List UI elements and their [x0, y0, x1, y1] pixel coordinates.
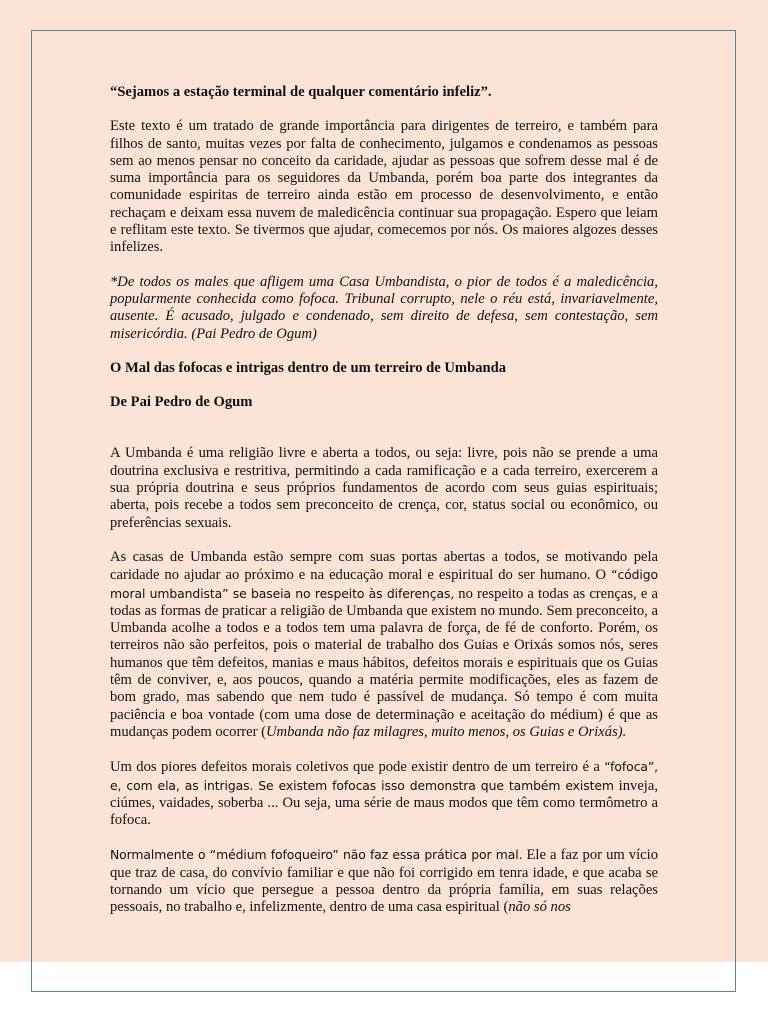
paragraph-4-text-c: não só nos	[508, 899, 571, 916]
paragraph-2	[110, 549, 658, 741]
quote-title: “Sejamos a estação terminal de qualquer comentário infeliz”.	[110, 84, 492, 100]
paragraph-3-text-b: “fofoca”, e, com ela, as intrigas. Se existem fofocas isso demonstra que também existem	[110, 759, 658, 793]
paragraph-4-text-a: Normalmente o “médium fofoqueiro” não faz essa prática por mal.	[110, 847, 523, 863]
paragraph-3	[110, 758, 658, 829]
paragraph-2-text-c: no respeito a todas as crenças, e a todas as formas de praticar a religião de Umbanda que existem no mundo. Sem preconceito, a Umbanda acolhe a todos e a todos tem uma palavra de força, de fé de conforto. Porém, os terreiros não são perfeitos, pois o material de trabalho dos Guias e Orixás somos nós, seres humanos que têm defeitos, manias e maus hábitos, defeitos morais e espirituais que os Guias têm de conviver, e, aos poucos, quando a matéria permite modificações, eles as fazem de bom grado, mas sabendo que nem tudo é passível de mudança. Só tempo é com muita paciência e boa vontade (com uma dose de determinação e aceitação do médium) é que as mudanças podem ocorrer (	[110, 585, 658, 740]
paragraph-4-text-b: Ele a faz por um vício que traz de casa, do convívio familiar e que não foi corrigido em tenra idade, e que acaba se tornando um vício que persegue a pessoa dentro da própria família, em suas relações pessoais, no trabalho e, infelizmente, dentro de uma casa espiritual (	[110, 847, 658, 916]
paragraph-2-text-b: “código moral umbandista” se baseia no respeito às diferenças,	[110, 567, 658, 601]
paragraph-3-text-a: Um dos piores defeitos morais coletivos que pode existir dentro de um terreiro é a	[110, 759, 605, 776]
intro-paragraph: Este texto é um tratado de grande importância para dirigentes de terreiro, e também para filhos de santo, muitas vezes por falta de conhecimento, julgamos e condenamos as pessoas sem ao menos pensar no conceito da caridade, ajudar as pessoas que sofrem desse mal é de suma importância para os seguidores da Umbanda, porém boa parte dos integrantes da comunidade espiritas de terreiro ainda estão em processo de desenvolvimento, e então rechaçam e deixam essa nuvem de maledicência continuar sua propagação. Espero que leiam e reflitam este texto. Se tivermos que ajudar, comecemos por nós. Os maiores algozes desses infelizes.	[110, 118, 658, 256]
article-heading: O Mal das fofocas e intrigas dentro de um terreiro de Umbanda	[110, 359, 507, 376]
paragraph-4	[110, 846, 658, 916]
paragraph-3-text-c: inveja, ciúmes, vaidades, soberba ... Ou seja, uma série de maus modos que têm como termômetro a fofoca.	[110, 777, 658, 829]
paragraph-1: A Umbanda é uma religião livre e aberta a todos, ou seja: livre, pois não se prende a uma doutrina exclusiva e restritiva, permitindo a cada ramificação e a cada terreiro, exercerem a sua própria doutrina e seus próprios fundamentos de acordo com seus guias espirituais; aberta, pois recebe a todos sem preconceito de crença, cor, status social ou econômico, ou preferências sexuais.	[110, 445, 658, 531]
document-body	[110, 84, 658, 934]
paragraph-2-text-a: As casas de Umbanda estão sempre com suas portas abertas a todos, se motivando pela caridade no ajudar ao próximo e na educação moral e espiritual do ser humano. O	[110, 548, 658, 584]
spacer	[110, 428, 658, 445]
byline: De Pai Pedro de Ogum	[110, 394, 253, 411]
paragraph-2-text-d: Umbanda não faz milagres, muito menos, os Guias e Orixás).	[266, 723, 627, 740]
epigraph: *De todos os males que afligem uma Casa Umbandista, o pior de todos é a maledicência, popularmente conhecida como fofoca. Tribunal corrupto, nele o réu está, invariavelmente, ausente. É acusado, julgado e condenado, sem direito de defesa, sem contestação, sem misericórdia. (Pai Pedro de Ogum)	[110, 273, 658, 342]
